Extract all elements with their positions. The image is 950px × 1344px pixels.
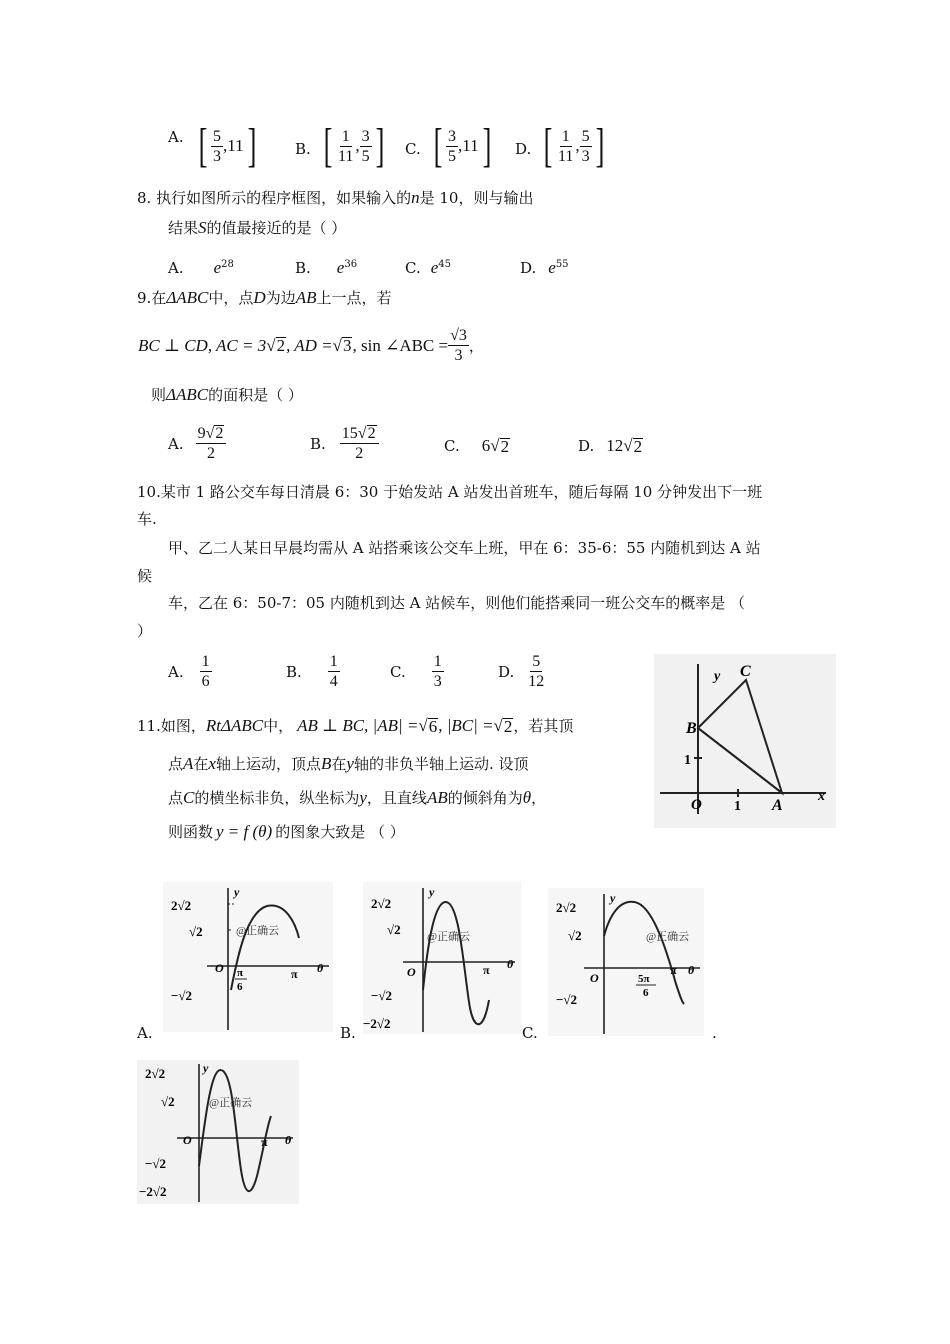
q11-triangle-figure [654, 654, 836, 828]
graph-b [363, 882, 521, 1034]
q10-option-d: D. $\frac{5}{12}$ [498, 653, 545, 690]
q11-stem-line1: 11.如图， RtΔABC 中， AB ⊥ BC, |AB| = √ 6 , |BC| = √ 2 ，若其顶 [137, 716, 574, 736]
graph-a-letter: A. [137, 1024, 153, 1042]
q7-option-b-value: [ $\frac{1}{11}$ , $\frac{3}{5}$ ] [323, 119, 385, 172]
q11-stem-line4: 则函数 y = f (θ) 的图象大致是 （ ） [168, 822, 405, 841]
q7-option-a [168, 128, 184, 146]
q7-option-d-value: [ $\frac{1}{11}$ , $\frac{5}{3}$ ] [543, 119, 605, 172]
graph-c-period: . [712, 1024, 717, 1042]
q7-option-c-value: [ $\frac{3}{5}$ ,11 ] [433, 119, 491, 172]
q7-option-c: C. [405, 140, 421, 158]
q9-option-b: B. $\frac{15√2}{2}$ [310, 424, 379, 463]
svg-text:y: y [429, 885, 435, 899]
q10-line5: 车，乙在 6：50-7：05 内随机到达 A 站候车，则他们能搭乘同一班公交车的概率是 （ [168, 594, 746, 612]
svg-text:θ: θ [317, 961, 324, 975]
q7-option-a-letter: A. [168, 128, 184, 146]
svg-text:π: π [483, 963, 490, 977]
graph-c-letter: C. [522, 1024, 538, 1042]
svg-text:y: y [234, 885, 240, 899]
svg-text:2√2: 2√2 [556, 900, 577, 915]
q9-stem-line1: 9.在ΔABC中，点D为边AB上一点，若 [137, 288, 392, 307]
svg-text:O: O [215, 961, 224, 975]
svg-text:2√2: 2√2 [145, 1066, 166, 1081]
graph-c [548, 888, 704, 1036]
q8-option-a: A. $e^{28}$ [168, 258, 234, 277]
q10-line6: ） [137, 622, 153, 640]
fig-b-label: B [686, 720, 697, 737]
q7-option-b: B. [295, 140, 311, 158]
q10-line4: 候 [137, 567, 153, 585]
svg-text:O: O [183, 1133, 192, 1147]
q8-stem-line2: 结果S的值最接近的是（ ） [168, 218, 347, 237]
svg-text:@正确云: @正确云 [427, 931, 471, 943]
fig-one-x: 1 [734, 799, 741, 814]
q8-option-d: D. $e^{55}$ [520, 258, 569, 277]
graph-b-letter: B. [340, 1024, 356, 1042]
q9-option-a: A. $\frac{9√2}{2}$ [168, 424, 226, 463]
svg-text:@正确云: @正确云 [646, 931, 690, 943]
fig-a-label: A [772, 797, 783, 814]
q8-option-b: B. $e^{36}$ [295, 258, 358, 277]
svg-text:−2√2: −2√2 [363, 1016, 391, 1031]
svg-text:y: y [610, 891, 616, 905]
svg-text:−√2: −√2 [145, 1156, 167, 1171]
triangle-diagram [654, 654, 836, 828]
q7-option-a-value: [ $\frac{5}{3}$ ,11 ] [198, 119, 256, 172]
q10-option-c: C. $\frac{1}{3}$ [390, 653, 442, 690]
graph-d [137, 1060, 299, 1204]
fig-c-label: C [740, 663, 751, 680]
q9-option-d: D. 12 √ 2 [578, 436, 643, 456]
q10-option-a: A. $\frac{1}{6}$ [168, 653, 210, 690]
svg-text:π: π [670, 963, 677, 977]
svg-text:−√2: −√2 [556, 992, 578, 1007]
q10-line1: 10.某市 1 路公交车每日清晨 6：30 于始发站 A 站发出首班车，随后每隔 10 分钟发出下一班 [137, 483, 763, 501]
svg-text:−√2: −√2 [171, 988, 193, 1003]
fig-y-label: y [714, 669, 721, 684]
svg-text:−2√2: −2√2 [139, 1184, 167, 1199]
svg-text:O: O [407, 965, 416, 979]
fig-x-label: x [818, 789, 825, 804]
svg-text:y: y [203, 1061, 209, 1075]
svg-text:θ: θ [688, 963, 695, 977]
q9-condition: BC ⊥ CD, AC = 3 √ 2 , AD = √ 3 , sin ∠ABC = $\frac{√3}{3}$ ， [138, 327, 484, 364]
fig-o-label: O [691, 797, 702, 813]
svg-text:√2: √2 [387, 922, 401, 937]
q11-stem-line3: 点C的横坐标非负，纵坐标为y，且直线AB的倾斜角为θ， [168, 788, 547, 807]
q9-question: 则ΔABC的面积是（ ） [151, 385, 303, 404]
svg-text:√2: √2 [161, 1094, 175, 1109]
q10-line3: 甲、乙二人某日早晨均需从 A 站搭乘该公交车上班，甲在 6：35-6：55 内随机到达 A 站 [168, 539, 761, 557]
q7-option-d: D. [515, 140, 532, 158]
svg-text:√2: √2 [189, 924, 203, 939]
svg-text:θ: θ [507, 957, 514, 971]
svg-text:π: π [237, 967, 244, 979]
svg-text:π: π [261, 1135, 268, 1149]
svg-text:O: O [590, 971, 599, 985]
svg-text:@正确云: @正确云 [236, 925, 280, 937]
svg-text:@正确云: @正确云 [209, 1097, 253, 1109]
svg-text:6: 6 [643, 987, 649, 999]
q11-stem-line2: 点A在x轴上运动，顶点B在y轴的非负半轴上运动. 设顶 [168, 754, 529, 773]
q10-line2: 车. [137, 510, 157, 528]
svg-text:π: π [291, 967, 298, 981]
q9-option-c: C. 6 √ 2 [444, 436, 510, 456]
svg-text:2√2: 2√2 [371, 896, 392, 911]
svg-text:2√2: 2√2 [171, 898, 192, 913]
svg-text:5π: 5π [638, 973, 650, 985]
svg-text:6: 6 [237, 981, 243, 993]
svg-text:−√2: −√2 [371, 988, 393, 1003]
graph-a [163, 882, 333, 1032]
q10-option-b: B. $\frac{1}{4}$ [286, 653, 338, 690]
fig-one-y: 1 [684, 753, 691, 768]
q8-option-c: C. $e^{45}$ [405, 258, 451, 277]
svg-text:√2: √2 [568, 928, 582, 943]
q8-stem-line1: 8. 执行如图所示的程序框图，如果输入的n是 10，则与输出 [137, 188, 534, 207]
svg-text:θ: θ [285, 1133, 292, 1147]
